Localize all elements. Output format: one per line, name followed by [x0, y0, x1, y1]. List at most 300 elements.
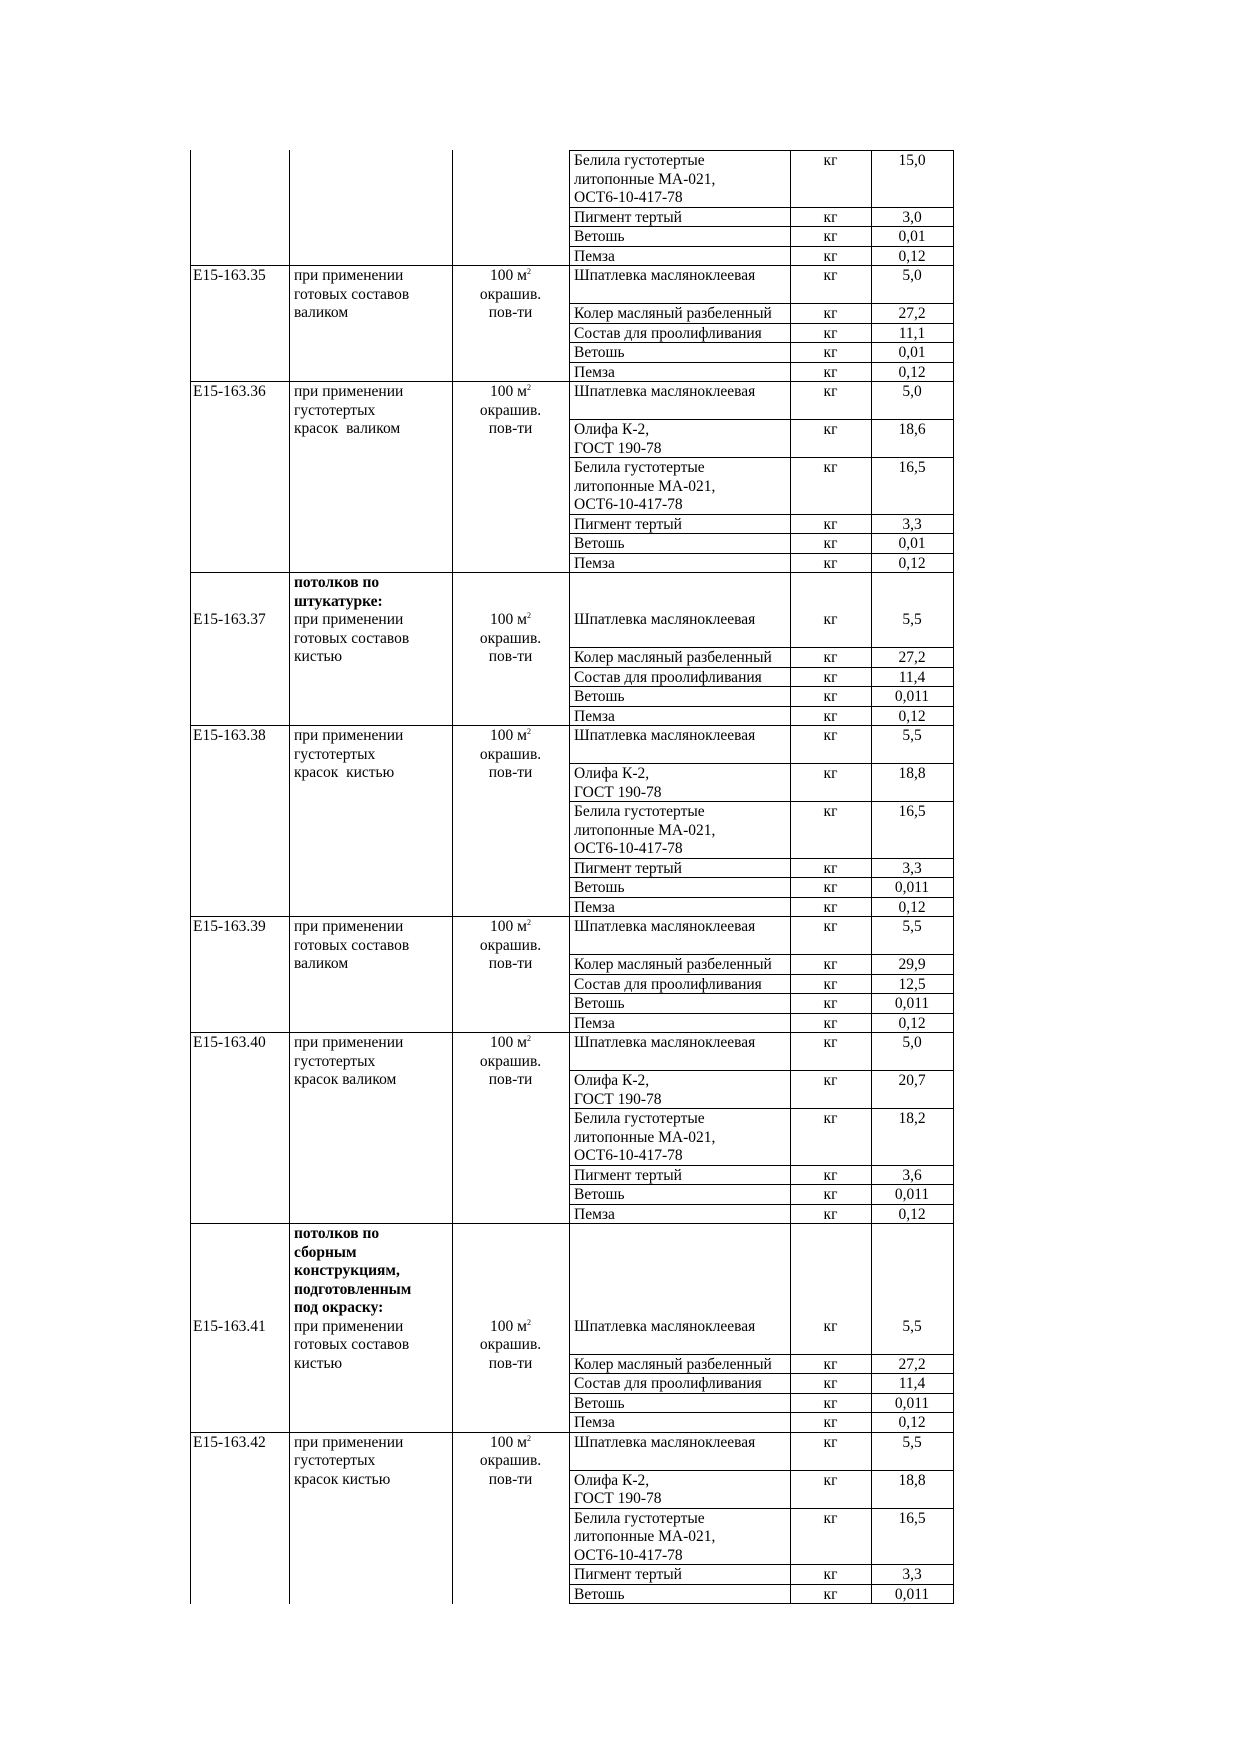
row-border [190, 1432, 954, 1433]
material-name: Пемза [574, 1205, 615, 1223]
unit-cell: кг [823, 344, 838, 361]
unit-cell: кг [823, 305, 838, 322]
section-heading: под окраску: [294, 1299, 384, 1316]
work-description: при применении [294, 1433, 404, 1451]
quantity-cell: 16,5 [898, 803, 926, 820]
material-row-border [569, 877, 954, 878]
norm-unit-line3: пов-ти [488, 1470, 533, 1488]
quantity-cell: 0,12 [898, 1205, 926, 1223]
unit-cell: кг [823, 1110, 838, 1127]
quantity-cell: 12,5 [898, 975, 926, 993]
norm-unit-superscript: 2 [526, 1034, 531, 1043]
work-description: красок валиком [294, 420, 401, 437]
unit-cell: кг [823, 1186, 838, 1203]
unit-cell: кг [823, 1509, 838, 1527]
norm-unit [452, 383, 569, 402]
material-row-border [569, 457, 954, 458]
norm-unit-line2: окрашив. [479, 629, 542, 647]
material-name: литопонные МА-021, [574, 170, 716, 188]
material-name: Олифа К-2, [574, 765, 650, 782]
column-border [289, 572, 290, 726]
row-border [190, 265, 954, 266]
quantity-cell: 0,12 [898, 554, 926, 572]
quantity-cell: 5,5 [902, 1433, 922, 1451]
material-name: Ветошь [574, 1394, 625, 1412]
material-row-border [569, 1393, 954, 1394]
column-border [569, 1223, 570, 1433]
norm-unit [452, 727, 569, 746]
section-heading: конструкциям, [294, 1262, 400, 1279]
material-row-border [569, 323, 954, 324]
material-name: Шпатлевка масляноклеевая [574, 1433, 756, 1451]
material-row-border [569, 954, 954, 955]
unit-cell: кг [823, 1317, 838, 1335]
norm-unit-text: 100 м [490, 267, 527, 284]
row-border [190, 725, 954, 726]
material-row-border [569, 686, 954, 687]
column-border [289, 1032, 290, 1224]
work-description: при применении [294, 727, 404, 744]
row-border [190, 916, 954, 917]
unit-cell: кг [823, 1433, 838, 1451]
material-name: Состав для проолифливания [574, 1375, 762, 1392]
material-name: Олифа К-2, [574, 1471, 650, 1489]
unit-cell: кг [823, 765, 838, 782]
quantity-cell: 0,12 [898, 363, 926, 381]
code-cell: Е15-163.35 [193, 267, 266, 284]
unit-cell: кг [823, 1471, 838, 1489]
norm-unit-text: 100 м [490, 611, 527, 628]
material-name: Состав для проолифливания [574, 975, 762, 993]
quantity-cell: 18,8 [898, 765, 926, 782]
quantity-cell: 5,5 [902, 611, 922, 628]
work-description: при применении [294, 267, 404, 284]
unit-cell: кг [823, 879, 838, 896]
unit-cell: кг [823, 898, 838, 916]
material-name: Состав для проолифливания [574, 324, 762, 342]
material-row-border [569, 647, 954, 648]
material-row-border [569, 226, 954, 227]
material-row-border [569, 514, 954, 515]
column-border [569, 381, 570, 573]
work-description: красок кистью [294, 1470, 391, 1488]
quantity-cell: 0,011 [894, 1394, 930, 1412]
section-heading: потолков по [294, 574, 380, 591]
material-row-border [569, 1508, 954, 1509]
material-row-border [569, 1373, 954, 1374]
work-description: густотертых [294, 401, 376, 419]
column-border [953, 572, 954, 726]
material-name: Шпатлевка масляноклеевая [574, 267, 756, 284]
unit-cell: кг [823, 727, 838, 744]
norm-unit-superscript: 2 [526, 727, 531, 736]
code-cell: Е15-163.36 [193, 383, 266, 400]
column-border [953, 1432, 954, 1605]
unit-cell: кг [823, 363, 838, 381]
material-name: ОСТ6-10-417-78 [574, 189, 683, 206]
work-description: валиком [294, 304, 349, 321]
material-name: ГОСТ 190-78 [574, 1090, 662, 1108]
material-name: Пемза [574, 1414, 615, 1431]
norm-unit [452, 267, 569, 286]
unit-cell: кг [823, 228, 838, 245]
norm-unit-superscript: 2 [526, 383, 531, 392]
material-name: Пемза [574, 247, 615, 265]
material-name: Пемза [574, 1014, 615, 1032]
unit-cell: кг [823, 324, 838, 342]
column-border [953, 265, 954, 382]
quantity-cell: 3,3 [902, 1566, 922, 1583]
norm-unit-line2: окрашив. [479, 936, 542, 954]
code-cell: Е15-163.39 [193, 918, 266, 935]
quantity-cell: 5,5 [902, 918, 922, 935]
material-name: ОСТ6-10-417-78 [574, 1546, 683, 1564]
material-name: Ветошь [574, 1186, 625, 1203]
unit-cell: кг [823, 688, 838, 705]
norm-unit-line3: пов-ти [488, 420, 533, 437]
quantity-cell: 5,0 [902, 1034, 922, 1051]
unit-cell: кг [823, 535, 838, 552]
norm-unit-superscript: 2 [526, 1317, 531, 1327]
work-description: готовых составов [294, 285, 410, 303]
column-border [953, 381, 954, 573]
column-border [569, 1032, 570, 1224]
material-name: Шпатлевка масляноклеевая [574, 727, 756, 744]
material-row-border [569, 419, 954, 420]
material-row-border [569, 303, 954, 304]
material-name: ГОСТ 190-78 [574, 439, 662, 457]
section-heading: штукатурке: [294, 592, 383, 610]
work-description: готовых составов [294, 936, 410, 954]
work-description: при применении [294, 383, 404, 400]
column-border [190, 150, 191, 266]
material-name: Белила густотертые [574, 152, 705, 169]
norm-unit-text: 100 м [490, 1034, 527, 1051]
code-cell: Е15-163.42 [193, 1433, 266, 1451]
norm-unit-superscript: 2 [526, 611, 531, 620]
unit-cell: кг [823, 975, 838, 993]
unit-cell: кг [823, 803, 838, 820]
unit-cell: кг [823, 995, 838, 1012]
column-border [953, 725, 954, 917]
norm-unit [452, 1318, 569, 1337]
unit-cell: кг [823, 918, 838, 935]
section-heading: сборным [294, 1243, 357, 1261]
material-row-border [569, 993, 954, 994]
code-cell: Е15-163.37 [193, 611, 266, 628]
material-row-border [569, 897, 954, 898]
material-row-border [569, 1470, 954, 1471]
norm-unit-line3: пов-ти [488, 955, 533, 972]
column-border [953, 916, 954, 1033]
material-row-border [569, 1584, 954, 1585]
material-name: Белила густотертые [574, 1509, 705, 1527]
quantity-cell: 16,5 [898, 1509, 926, 1527]
quantity-cell: 0,12 [898, 1014, 926, 1032]
quantity-cell: 0,011 [894, 1585, 930, 1603]
material-row-border [569, 706, 954, 707]
work-description: валиком [294, 955, 349, 972]
work-description: при применении [294, 918, 404, 935]
norm-unit [452, 1034, 569, 1053]
material-name: Пемза [574, 707, 615, 725]
norm-unit-text: 100 м [490, 918, 527, 935]
unit-cell: кг [823, 956, 838, 973]
quantity-cell: 27,2 [898, 1355, 926, 1373]
unit-cell: кг [823, 1355, 838, 1373]
material-row-border [569, 1204, 954, 1205]
column-border [569, 150, 570, 266]
column-border [452, 150, 453, 266]
material-row-border [569, 362, 954, 363]
quantity-cell: 0,011 [894, 879, 930, 896]
column-border [289, 381, 290, 573]
norm-unit-line3: пов-ти [488, 1071, 533, 1088]
unit-cell: кг [823, 383, 838, 400]
quantity-cell: 11,4 [898, 668, 926, 686]
work-description: при применении [294, 1317, 404, 1335]
column-border [190, 916, 191, 1033]
column-border [289, 1223, 290, 1433]
material-row-border [569, 1070, 954, 1071]
material-name: литопонные МА-021, [574, 821, 716, 839]
material-name: Ветошь [574, 688, 625, 705]
norm-unit [452, 611, 569, 630]
material-name: Ветошь [574, 535, 625, 552]
norm-unit-superscript: 2 [526, 1433, 531, 1443]
material-name: ОСТ6-10-417-78 [574, 1147, 683, 1164]
unit-cell: кг [823, 649, 838, 666]
column-border [569, 725, 570, 917]
material-row-border [569, 667, 954, 668]
material-name: литопонные МА-021, [574, 477, 716, 495]
unit-cell: кг [823, 1034, 838, 1051]
norm-unit-line2: окрашив. [479, 745, 542, 763]
unit-cell: кг [823, 1205, 838, 1223]
column-border [190, 1032, 191, 1224]
norm-unit [452, 918, 569, 937]
norm-unit-superscript: 2 [526, 918, 531, 927]
material-name: ОСТ6-10-417-78 [574, 496, 683, 513]
material-name: Пемза [574, 898, 615, 916]
material-name: Шпатлевка масляноклеевая [574, 918, 756, 935]
column-border [190, 1432, 191, 1605]
quantity-cell: 0,011 [894, 995, 930, 1012]
norm-unit-line3: пов-ти [488, 764, 533, 781]
code-cell: Е15-163.40 [193, 1034, 266, 1051]
material-row-border [569, 1354, 954, 1355]
quantity-cell: 5,0 [902, 267, 922, 284]
quantity-cell: 3,3 [902, 859, 922, 877]
norm-unit-text: 100 м [490, 1433, 527, 1451]
material-name: Пигмент тертый [574, 1166, 682, 1184]
work-description: густотертых [294, 745, 376, 763]
quantity-cell: 0,01 [898, 344, 926, 361]
quantity-cell: 18,6 [898, 421, 926, 438]
material-row-border [569, 553, 954, 554]
material-row-border [569, 858, 954, 859]
material-row-border [569, 1108, 954, 1109]
column-border [289, 150, 290, 266]
material-name: Пемза [574, 363, 615, 381]
unit-cell: кг [823, 859, 838, 877]
unit-cell: кг [823, 1014, 838, 1032]
norm-unit-line2: окрашив. [479, 1336, 542, 1353]
row-border [190, 1032, 954, 1033]
work-description: готовых составов [294, 629, 410, 647]
norm-unit-line3: пов-ти [488, 304, 533, 321]
material-name: Колер масляный разбеленный [574, 1355, 772, 1373]
section-heading: подготовленным [294, 1280, 412, 1298]
column-border [289, 916, 290, 1033]
norm-unit [452, 1434, 569, 1453]
material-row-border [569, 1412, 954, 1413]
quantity-cell: 3,3 [902, 515, 922, 533]
quantity-cell: 5,0 [902, 383, 922, 400]
column-border [190, 725, 191, 917]
material-name: Белила густотертые [574, 1110, 705, 1127]
column-border [953, 150, 954, 266]
work-description: кистью [294, 1354, 343, 1372]
quantity-cell: 11,4 [898, 1375, 926, 1392]
work-description: кистью [294, 648, 343, 665]
work-description: густотертых [294, 1052, 376, 1070]
column-border [569, 1432, 570, 1605]
unit-cell: кг [823, 1166, 838, 1184]
material-name: Ветошь [574, 344, 625, 361]
material-row-border [569, 533, 954, 534]
work-description: красок кистью [294, 764, 395, 781]
material-row-border [569, 763, 954, 764]
code-cell: Е15-163.38 [193, 727, 266, 744]
quantity-cell: 0,011 [894, 688, 930, 705]
material-row-border [569, 207, 954, 208]
work-description: красок валиком [294, 1071, 397, 1088]
quantity-cell: 16,5 [898, 459, 926, 476]
norm-unit-line2: окрашив. [479, 1452, 542, 1469]
unit-cell: кг [823, 421, 838, 438]
material-name: Пигмент тертый [574, 208, 682, 226]
norm-unit-text: 100 м [490, 727, 527, 744]
quantity-cell: 0,011 [894, 1186, 930, 1203]
quantity-cell: 3,6 [902, 1166, 922, 1184]
norm-unit-line2: окрашив. [479, 285, 542, 303]
column-border [190, 1223, 191, 1433]
quantity-cell: 0,12 [898, 707, 926, 725]
quantity-cell: 27,2 [898, 305, 926, 322]
material-name: Колер масляный разбеленный [574, 305, 772, 322]
unit-cell: кг [823, 1414, 838, 1431]
table-top-border [569, 150, 954, 151]
unit-cell: кг [823, 1072, 838, 1089]
quantity-cell: 3,0 [902, 208, 922, 226]
material-name: ОСТ6-10-417-78 [574, 840, 683, 857]
row-border [190, 381, 954, 382]
material-name: Ветошь [574, 1585, 625, 1603]
unit-cell: кг [823, 459, 838, 476]
norm-unit-line2: окрашив. [479, 1052, 542, 1070]
column-border [569, 265, 570, 382]
unit-cell: кг [823, 1566, 838, 1583]
material-name: Пигмент тертый [574, 859, 682, 877]
material-row-border [569, 342, 954, 343]
column-border [190, 572, 191, 726]
column-border [569, 916, 570, 1033]
norm-unit-line3: пов-ти [488, 1354, 533, 1372]
quantity-cell: 0,01 [898, 535, 926, 552]
material-row-border [569, 974, 954, 975]
column-border [289, 265, 290, 382]
unit-cell: кг [823, 208, 838, 226]
norm-unit-text: 100 м [490, 1317, 527, 1335]
work-description: готовых составов [294, 1336, 410, 1353]
column-border [953, 1032, 954, 1224]
work-description: при применении [294, 1034, 404, 1051]
material-name: Ветошь [574, 879, 625, 896]
unit-cell: кг [823, 247, 838, 265]
unit-cell: кг [823, 267, 838, 284]
norm-unit-superscript: 2 [526, 267, 531, 276]
column-border [289, 725, 290, 917]
quantity-cell: 18,8 [898, 1471, 926, 1489]
code-cell: Е15-163.41 [193, 1317, 266, 1335]
material-row-border [569, 1564, 954, 1565]
unit-cell: кг [823, 611, 838, 628]
material-name: Колер масляный разбеленный [574, 956, 772, 973]
unit-cell: кг [823, 1394, 838, 1412]
material-name: Пигмент тертый [574, 1566, 682, 1583]
unit-cell: кг [823, 1375, 838, 1392]
material-name: Олифа К-2, [574, 421, 650, 438]
quantity-cell: 0,01 [898, 228, 926, 245]
quantity-cell: 11,1 [898, 324, 926, 342]
material-row-border [569, 1603, 954, 1604]
quantity-cell: 5,5 [902, 1317, 922, 1335]
material-row-border [569, 1165, 954, 1166]
material-name: Белила густотертые [574, 459, 705, 476]
norm-unit-text: 100 м [490, 383, 527, 400]
column-border [569, 572, 570, 726]
row-border [190, 1223, 954, 1224]
quantity-cell: 5,5 [902, 727, 922, 744]
material-name: Олифа К-2, [574, 1072, 650, 1089]
norm-unit-line2: окрашив. [479, 401, 542, 419]
material-name: Пемза [574, 554, 615, 572]
material-row-border [569, 1184, 954, 1185]
material-name: Ветошь [574, 228, 625, 245]
material-name: Шпатлевка масляноклеевая [574, 383, 756, 400]
material-name: Шпатлевка масляноклеевая [574, 1034, 756, 1051]
quantity-cell: 29,9 [898, 956, 926, 973]
work-description: густотертых [294, 1452, 376, 1469]
material-row-border [569, 246, 954, 247]
work-description: при применении [294, 611, 404, 628]
unit-cell: кг [823, 668, 838, 686]
unit-cell: кг [823, 152, 838, 169]
unit-cell: кг [823, 707, 838, 725]
material-name: Шпатлевка масляноклеевая [574, 1317, 756, 1335]
material-name: Ветошь [574, 995, 625, 1012]
material-name: литопонные МА-021, [574, 1128, 716, 1146]
material-name: Состав для проолифливания [574, 668, 762, 686]
section-heading: потолков по [294, 1225, 380, 1242]
quantity-cell: 27,2 [898, 649, 926, 666]
row-border [190, 572, 954, 573]
quantity-cell: 0,12 [898, 1414, 926, 1431]
column-border [190, 381, 191, 573]
quantity-cell: 0,12 [898, 898, 926, 916]
material-name: ГОСТ 190-78 [574, 783, 662, 801]
